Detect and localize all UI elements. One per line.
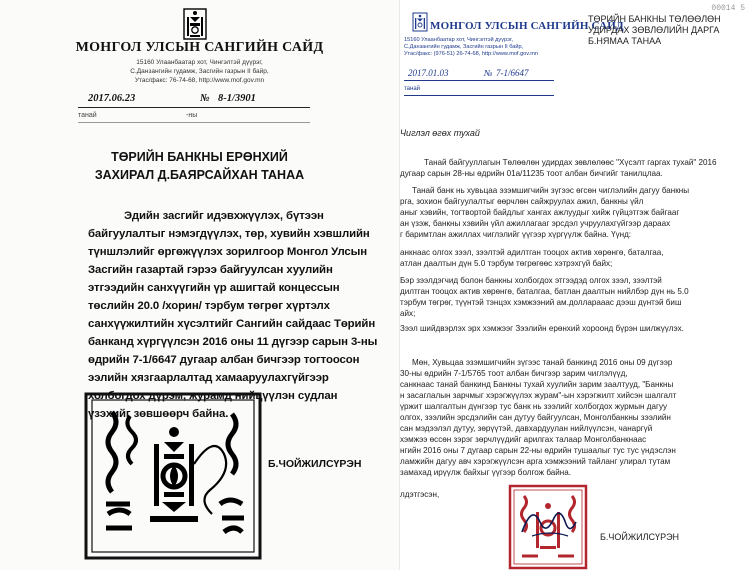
body-line: н засаглалын зарчмыг хэрэгжүүлэх журам"-ын хэрэгжилт хийсэн шалгалт bbox=[400, 391, 677, 400]
body-line: үзэхийг зөвшөөрч байна. bbox=[88, 408, 229, 420]
body-line: лдэтгэсэн, bbox=[400, 490, 440, 499]
body-line: рга, зохион байгуулалтыг өөрчлөн сайжруулах ажил, банкны үйл bbox=[400, 197, 644, 206]
ref-label: -ны bbox=[186, 112, 198, 119]
org-title: МОНГОЛ УЛСЫН САНГИЙН САЙД bbox=[75, 40, 324, 55]
reference-line bbox=[404, 86, 554, 96]
body-line: байгуулалтыг нэмэгдүүлэх, төр, хувийн хэвшлийн bbox=[88, 228, 370, 240]
body-line: ээлийн хязгаарлалтад хамааруулахгүйгээр bbox=[88, 372, 329, 384]
date-number-line bbox=[404, 68, 554, 81]
body-line: төслийн 20.0 /хорин/ тэрбум төгрөг хүртэлх bbox=[88, 300, 330, 312]
body-line: дугаар сарын 28-ны өдрийн 01а/11235 тоот албан бичгийг танилцлаа. bbox=[400, 169, 663, 178]
body-line: Зээл шийдвэрлэх эрх хэмжээг Зээлийн ерөнхий хороонд бүрэн шилжүүлэх. bbox=[400, 324, 684, 333]
letter-subject: Чиглэл өгөх тухай bbox=[400, 128, 480, 138]
body-line: хэмжээ өссөн зэрэг зөрчлүүдийг арилгах талаар Монголбанкнаас bbox=[400, 435, 647, 444]
body-line: атлан даалтын дүн 5.0 тэрбум төгрөгөөс хэтрэхгүй байх; bbox=[400, 259, 613, 268]
addressee-line: ЗАХИРАЛ Д.БАЯРСАЙХАН ТАНАА bbox=[94, 168, 305, 182]
state-emblem-icon bbox=[180, 8, 210, 40]
body-line: санкнаас танай банкинд Банкны тухай хуулийн зарим заалтууд, "Банкны bbox=[400, 380, 674, 389]
address-line: Утас/факс: (976-51) 26-74-68, http://www.mof.gov.mn bbox=[404, 51, 539, 57]
body-line: айх; bbox=[400, 309, 416, 318]
address-line: Утас/факс: 76-74-68, http://www.mof.gov.mn bbox=[134, 77, 265, 84]
official-stamp-icon bbox=[84, 392, 262, 560]
body-line: 30-ны өдрийн 7-1/5765 тоот албан бичгээр зарим чиглэлүүд, bbox=[400, 369, 628, 378]
address-line: С.Данзангийн гудамж, Засгийн газрын II байр, bbox=[130, 68, 269, 75]
number-marker: № bbox=[484, 68, 493, 78]
signer-name: Б.ЧОЙЖИЛСҮРЭН bbox=[600, 532, 680, 542]
body-line: замахад ирүүлж байхыг үүгээр болгож байна. bbox=[400, 468, 572, 477]
reference-line bbox=[78, 112, 310, 123]
address-line: 15160 Улаанбаатар хот, Чингэлтэй дүүрэг, bbox=[136, 59, 263, 66]
body-line: этгээдийн санхүүгийн үр ашигтай концессын bbox=[88, 282, 340, 294]
letter-number: 8-1/3901 bbox=[218, 93, 256, 104]
body-line: Танай байгууллагын Төлөөлөн удирдах зөвлөлөөс "Хүсэлт гаргах тухай" 2016 bbox=[424, 158, 717, 167]
body-line: нгийн 2016 оны 7 дугаар сарын 22-ны өдрийн тушаалыг тус тус үндэслэн bbox=[400, 446, 676, 455]
addressee-line: УДИРДАХ ЗӨВЛӨЛИЙН ДАРГА bbox=[588, 25, 720, 35]
date-number-line bbox=[78, 91, 310, 108]
org-title: МОНГОЛ УЛСЫН САНГИЙН САЙД bbox=[430, 20, 624, 32]
body-line: ан үзэж, банкны хэвийн үйл ажиллагааг эрсдэл учруулахгүйгээр дараах bbox=[400, 219, 671, 228]
state-emblem-icon bbox=[412, 12, 428, 32]
body-line: банканд хүргүүлсэн 2016 оны 11 дүгээр сарын 3-ны bbox=[88, 336, 378, 348]
body-line: тэрбум төгрөг, түүнтэй тэнцэх хэмжээний ам.долларааас дээш дүнтэй биш bbox=[400, 298, 682, 307]
body-line: үржит шалгалтын дүнгээр тус банк нь зээлийг холбогдох журмын дагуу bbox=[400, 402, 668, 411]
addressee-line: ТӨРИЙН БАНКНЫ ЕРӨНХИЙ bbox=[111, 150, 288, 164]
body-line: түншлэлийг өргөжүүлэх зорилгоор Монгол Улсын bbox=[88, 246, 368, 258]
body-line: Мөн, Хувьцаа эзэмшигчийн зүгээс танай банкинд 2016 оны 09 дүгээр bbox=[412, 358, 673, 367]
body-line: г баримтлан ажиллах чиглэлийг үүгээр хүргүүлж байна. Үүнд: bbox=[400, 230, 632, 239]
addressee-line: Б.НЯМАА ТАНАА bbox=[588, 36, 662, 46]
body-line: Танай банк нь хувьцаа эзэмшигчийн зүгээс өгсөн чиглэлийн дагуу банкны bbox=[412, 186, 690, 195]
body-line: анкнаас олгох зээл, зээлтэй адилтган тооцох актив хөрөнгө, баталгаа, bbox=[400, 248, 664, 257]
ref-label: танай bbox=[78, 112, 97, 119]
body-line: сан мэдээлэл дутуу, зөрүүтэй, давхардуулан нийлүүлсэн, чанаргүй bbox=[400, 424, 653, 433]
body-line: холбогдох дүрэм, журамд нийцүүлэн судлан bbox=[88, 390, 338, 402]
letter-number: 7-1/6647 bbox=[496, 68, 529, 78]
addressee-line: ТӨРИЙН БАНКНЫ ТӨЛӨӨЛӨН bbox=[588, 14, 721, 24]
signature-icon bbox=[518, 502, 578, 542]
signer-name: Б.ЧОЙЖИЛСҮРЭН bbox=[268, 458, 362, 470]
body-line: олгох, зээлийн эрсдэлийн сан дутуу байгуулсан, Монголбанкны зээлийн bbox=[400, 413, 671, 422]
address-line: С.Данзангийн гудамж, Засгийн газрын II байр, bbox=[404, 44, 524, 50]
letter-date: 2017.06.23 bbox=[88, 93, 136, 104]
number-marker: № bbox=[200, 93, 210, 104]
body-line: санхүүжилтийн хүсэлтийг Сангийн сайдаас Төрийн bbox=[88, 318, 376, 330]
letter-date: 2017.01.03 bbox=[408, 68, 449, 78]
ref-label: танай bbox=[404, 86, 421, 92]
body-line: Засгийн газартай гэрээ байгуулсан хуулийн bbox=[88, 264, 333, 276]
body-line: Бэр зээлдэгчид болон банкны холбогдох этгээдэд олгох зээл, зээлтэй bbox=[400, 276, 662, 285]
body-line: аныг хэвийн, тогтвортой байдлыг хангах ажлуудыг хийж гүйцэтгэж байгааг bbox=[400, 208, 680, 217]
body-line: өдрийн 7-1/6647 дугаар албан бичгээр тогтоосон bbox=[88, 354, 360, 366]
document-serial: 00014 5 bbox=[711, 4, 745, 13]
body-line: ламжийн дагуу авч хэрэгжүүлсэн арга хэмжээний тайланг улирал тутам bbox=[400, 457, 671, 466]
body-line: Эдийн засгийг идэвхжүүлэх, бүтээн bbox=[124, 210, 324, 222]
body-line: дилтган тооцох актив хөрөнгө, баталгаа, батлан даалтын нийлбэр дүн нь 5.0 bbox=[400, 287, 689, 296]
letter-right bbox=[399, 0, 750, 570]
address-line: 15160 Улаанбаатар хот, Чингэлтэй дүүрэг, bbox=[404, 37, 513, 43]
